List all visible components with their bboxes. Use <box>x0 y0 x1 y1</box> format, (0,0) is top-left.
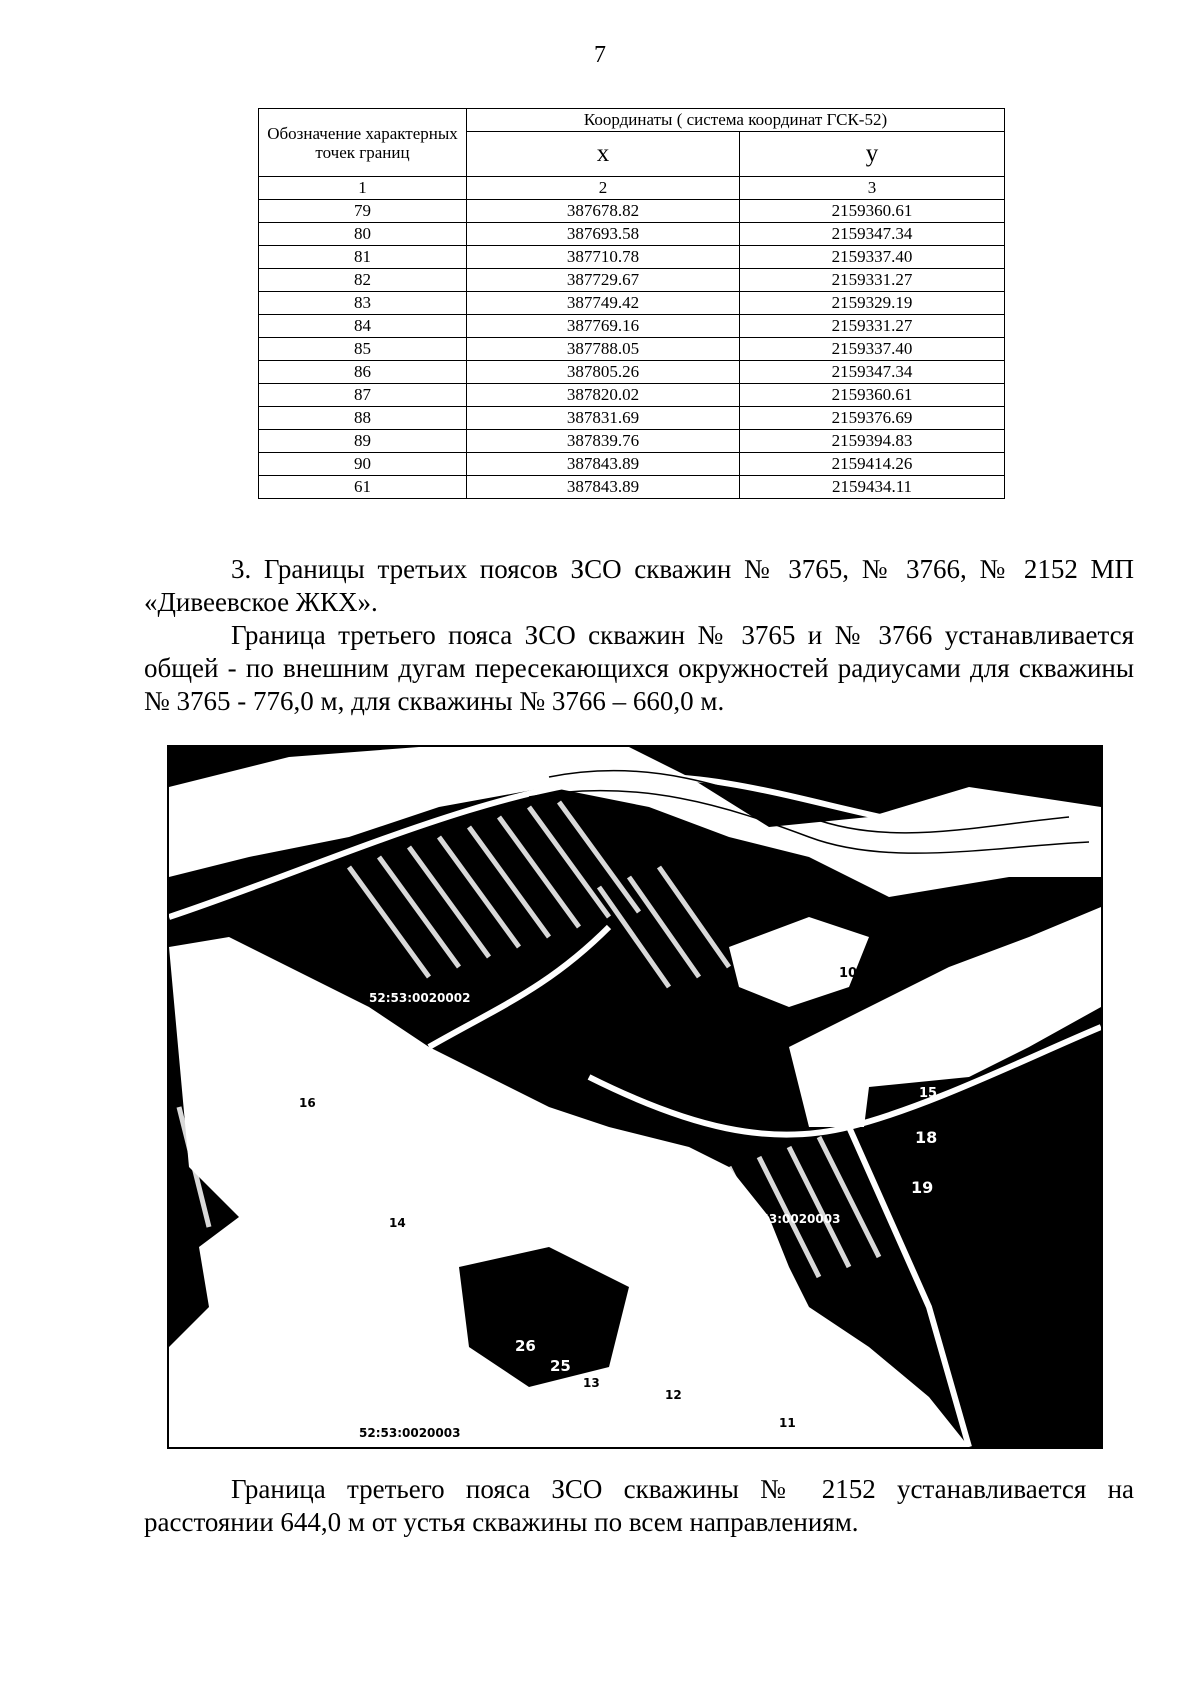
coord-y: 2159337.40 <box>740 246 1005 269</box>
coord-y: 2159434.11 <box>740 476 1005 499</box>
paragraph-zone-2152: Граница третьего пояса ЗСО скважины № 2152 устанавливается на расстоянии 644,0 м от устья скважины по всем направлениям. <box>144 1474 1134 1537</box>
point-id: 83 <box>259 292 467 315</box>
map-label: 19 <box>911 1178 934 1197</box>
map-label: 16 <box>299 1096 316 1110</box>
point-id: 85 <box>259 338 467 361</box>
table-header-row <box>259 109 1005 132</box>
column-number: 2 <box>467 177 740 200</box>
map-label: 18 <box>915 1128 938 1147</box>
map-label: 52:53:0020003 <box>739 1212 841 1226</box>
header-y: y <box>740 132 1005 177</box>
point-id: 81 <box>259 246 467 269</box>
page-number: 7 <box>594 42 606 68</box>
point-id: 90 <box>259 453 467 476</box>
table-row <box>259 476 1005 499</box>
point-id: 82 <box>259 269 467 292</box>
coord-x: 387843.89 <box>467 453 740 476</box>
coord-y: 2159347.34 <box>740 361 1005 384</box>
map-label: 12 <box>665 1388 682 1402</box>
point-id: 80 <box>259 223 467 246</box>
coord-x: 387805.26 <box>467 361 740 384</box>
aerial-map-image <box>167 745 1103 1449</box>
coord-x: 387729.67 <box>467 269 740 292</box>
coord-y: 2159360.61 <box>740 384 1005 407</box>
table-row <box>259 407 1005 430</box>
table-column-numbers-row <box>259 177 1005 200</box>
point-id: 61 <box>259 476 467 499</box>
map-label: 13 <box>583 1376 600 1390</box>
paragraph-zone-3765-3766: Граница третьего пояса ЗСО скважин № 3765 и № 3766 устанавливается общей - по внешним дугам пересекающихся окружностей радиусами для скважины № 3765 - 776,0 м, для скважины № 3766 – 660,0 м. <box>144 620 1134 716</box>
map-area <box>729 917 869 1007</box>
coord-x: 387693.58 <box>467 223 740 246</box>
map-label: 10 <box>839 966 858 981</box>
coord-x: 387678.82 <box>467 200 740 223</box>
coord-y: 2159394.83 <box>740 430 1005 453</box>
point-id: 87 <box>259 384 467 407</box>
aerial-map-svg <box>169 747 1101 1447</box>
point-id: 86 <box>259 361 467 384</box>
map-label: 15 <box>919 1086 938 1101</box>
column-number: 3 <box>740 177 1005 200</box>
map-label: 26 <box>515 1337 536 1355</box>
point-id: 89 <box>259 430 467 453</box>
table-row <box>259 292 1005 315</box>
table-row <box>259 269 1005 292</box>
table-row <box>259 246 1005 269</box>
section-heading: 3. Границы третьих поясов ЗСО скважин № 3765, № 3766, № 2152 МП «Дивеевское ЖКХ». <box>144 554 1134 617</box>
point-id: 79 <box>259 200 467 223</box>
table-row <box>259 338 1005 361</box>
coord-y: 2159337.40 <box>740 338 1005 361</box>
coord-y: 2159347.34 <box>740 223 1005 246</box>
coordinates-table <box>258 108 1005 499</box>
header-coordinates-system: Координаты ( система координат ГСК-52) <box>467 109 1005 132</box>
map-label: 11 <box>779 1416 796 1430</box>
table-row <box>259 223 1005 246</box>
coord-x: 387843.89 <box>467 476 740 499</box>
table-row <box>259 315 1005 338</box>
coord-y: 2159376.69 <box>740 407 1005 430</box>
coord-y: 2159331.27 <box>740 269 1005 292</box>
table-row <box>259 453 1005 476</box>
header-points-label: Обозначение характерных точек границ <box>259 109 467 177</box>
coord-x: 387710.78 <box>467 246 740 269</box>
coord-x: 387749.42 <box>467 292 740 315</box>
point-id: 88 <box>259 407 467 430</box>
table-row <box>259 361 1005 384</box>
map-area <box>169 747 1101 897</box>
table-row <box>259 200 1005 223</box>
coord-x: 387831.69 <box>467 407 740 430</box>
coord-x: 387820.02 <box>467 384 740 407</box>
coord-x: 387788.05 <box>467 338 740 361</box>
coord-y: 2159331.27 <box>740 315 1005 338</box>
map-label: 14 <box>389 1216 406 1230</box>
coord-y: 2159329.19 <box>740 292 1005 315</box>
coord-x: 387839.76 <box>467 430 740 453</box>
coord-y: 2159360.61 <box>740 200 1005 223</box>
point-id: 84 <box>259 315 467 338</box>
header-x: x <box>467 132 740 177</box>
column-number: 1 <box>259 177 467 200</box>
map-label: 25 <box>550 1357 571 1375</box>
table-row <box>259 430 1005 453</box>
map-label: 52:53:0020002 <box>369 991 471 1005</box>
map-label: 52:53:0020003 <box>359 1426 461 1440</box>
table-row <box>259 384 1005 407</box>
coord-x: 387769.16 <box>467 315 740 338</box>
coord-y: 2159414.26 <box>740 453 1005 476</box>
